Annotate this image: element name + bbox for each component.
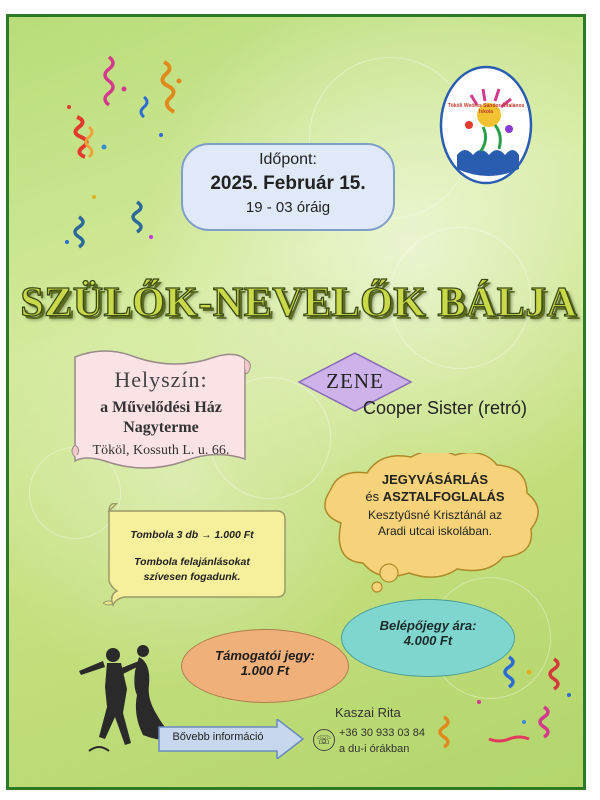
event-hours: 19 - 03 óráig [245, 199, 331, 216]
tombola-offer-line2: szívesen fogadunk. [143, 570, 241, 583]
school-logo [439, 65, 533, 185]
time-label: Időpont: [259, 151, 317, 168]
tombola-info [113, 529, 271, 584]
event-time-box [181, 143, 395, 231]
ticket-sale-line4: Aradi utcai iskolában. [377, 523, 493, 538]
logo-text: Tököli Weöres Sándor Általános Iskola [447, 103, 525, 115]
tombola-price: Tombola 3 db → 1.000 Ft [130, 529, 254, 541]
entry-ticket-price: 4.000 Ft [403, 633, 453, 648]
contact-hours: a du-i órákban [339, 743, 410, 755]
venue-label: Helyszín: [114, 367, 208, 392]
ticket-sale-line1: JEGYVÁSÁRLÁS [381, 472, 489, 487]
tombola-offer-line1: Tombola felajánlásokat [134, 556, 250, 568]
poster [6, 14, 586, 790]
phone-icon: ☏ [313, 729, 335, 751]
ticket-sale-info [327, 472, 543, 539]
entry-ticket-label: Belépőjegy ára: [379, 618, 477, 633]
venue-address: Tököl, Kossuth L. u. 66. [92, 443, 230, 458]
support-ticket-badge [181, 629, 349, 703]
band-name: Cooper Sister (retró) [363, 398, 528, 418]
ticket-sale-line2-bold: ASZTALFOGLALÁS [382, 489, 505, 504]
support-ticket-label: Támogatói jegy: [215, 648, 315, 663]
venue-name-line1: a Művelődési Ház [100, 399, 222, 416]
music-label: ZENE [326, 369, 384, 393]
ticket-sale-line2-prefix: és [365, 489, 383, 504]
entry-ticket-badge [341, 599, 515, 677]
venue-name-line2: Nagyterme [123, 419, 199, 436]
streamer-decoration [49, 47, 199, 267]
contact-phone[interactable]: +36 30 933 03 84 [339, 727, 425, 739]
event-title: SZÜLŐK-NEVELŐK BÁLJA [20, 280, 578, 326]
contact-name: Kaszai Rita [335, 705, 401, 720]
support-ticket-price: 1.000 Ft [240, 663, 290, 678]
venue-info [67, 367, 255, 459]
ticket-sale-line2 [327, 489, 543, 504]
more-info-label[interactable]: Bővebb információ [172, 731, 264, 743]
event-date: 2025. Február 15. [210, 173, 366, 194]
ticket-sale-line3: Kesztyűsné Krisztánál az [367, 508, 503, 522]
